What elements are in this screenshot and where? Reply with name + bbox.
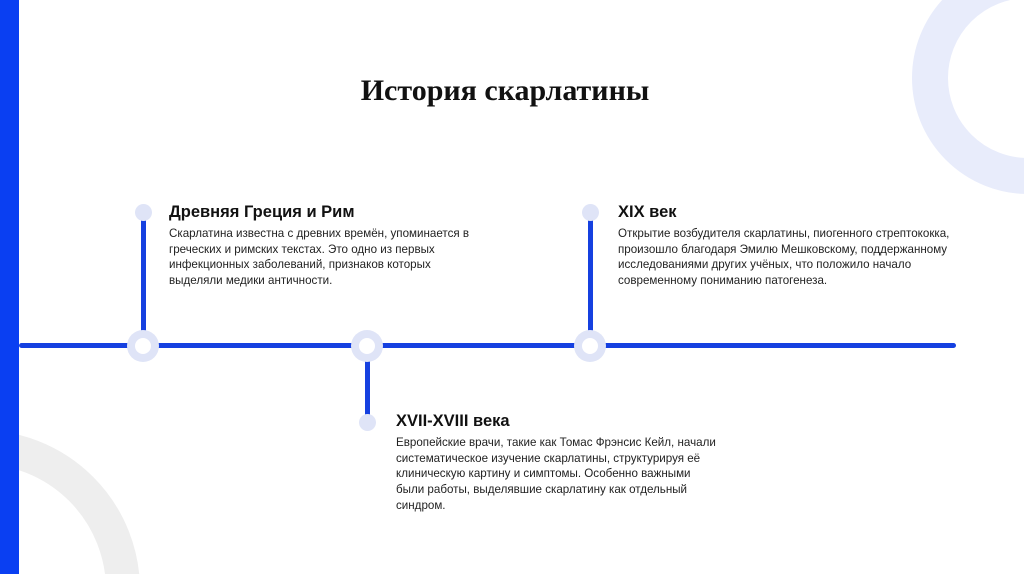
event-description: Скарлатина известна с древних времён, упоминается в греческих и римских текстах. Это одно из первых инфекционных заболеваний, признаков которых выделяли медики античности. [169, 227, 470, 288]
timeline-node-1 [127, 330, 159, 362]
timeline-stem-1 [141, 214, 146, 344]
timeline-dot-3 [582, 204, 599, 221]
event-heading: Древняя Греция и Рим [169, 203, 355, 221]
event-heading: XIX век [618, 203, 677, 221]
slide-title: История скарлатины [360, 74, 650, 107]
timeline-event-2 [396, 412, 716, 514]
timeline-event-3 [618, 203, 968, 289]
timeline-dot-1 [135, 204, 152, 221]
timeline-node-2 [351, 330, 383, 362]
timeline-axis [19, 343, 956, 348]
timeline-stem-3 [588, 214, 593, 344]
event-description: Открытие возбудителя скарлатины, пиогенного стрептококка, произошло благодаря Эмилю Мешковскому, поддержанному исследованиями других учёных, что положило начало современному пониманию патогенеза. [618, 227, 950, 288]
timeline-dot-2 [359, 414, 376, 431]
decorative-ring-bottom-left [0, 430, 140, 574]
event-heading: XVII-XVIII века [396, 412, 510, 430]
timeline-node-3 [574, 330, 606, 362]
event-description: Европейские врачи, такие как Томас Фрэнсис Кейл, начали систематическое изучение скарлатины, структурируя её клиническую картину и симптомы. Особенно важными были работы, выделявшие скарлатину как отдельный синдром. [396, 436, 716, 512]
timeline-event-1 [169, 203, 479, 289]
